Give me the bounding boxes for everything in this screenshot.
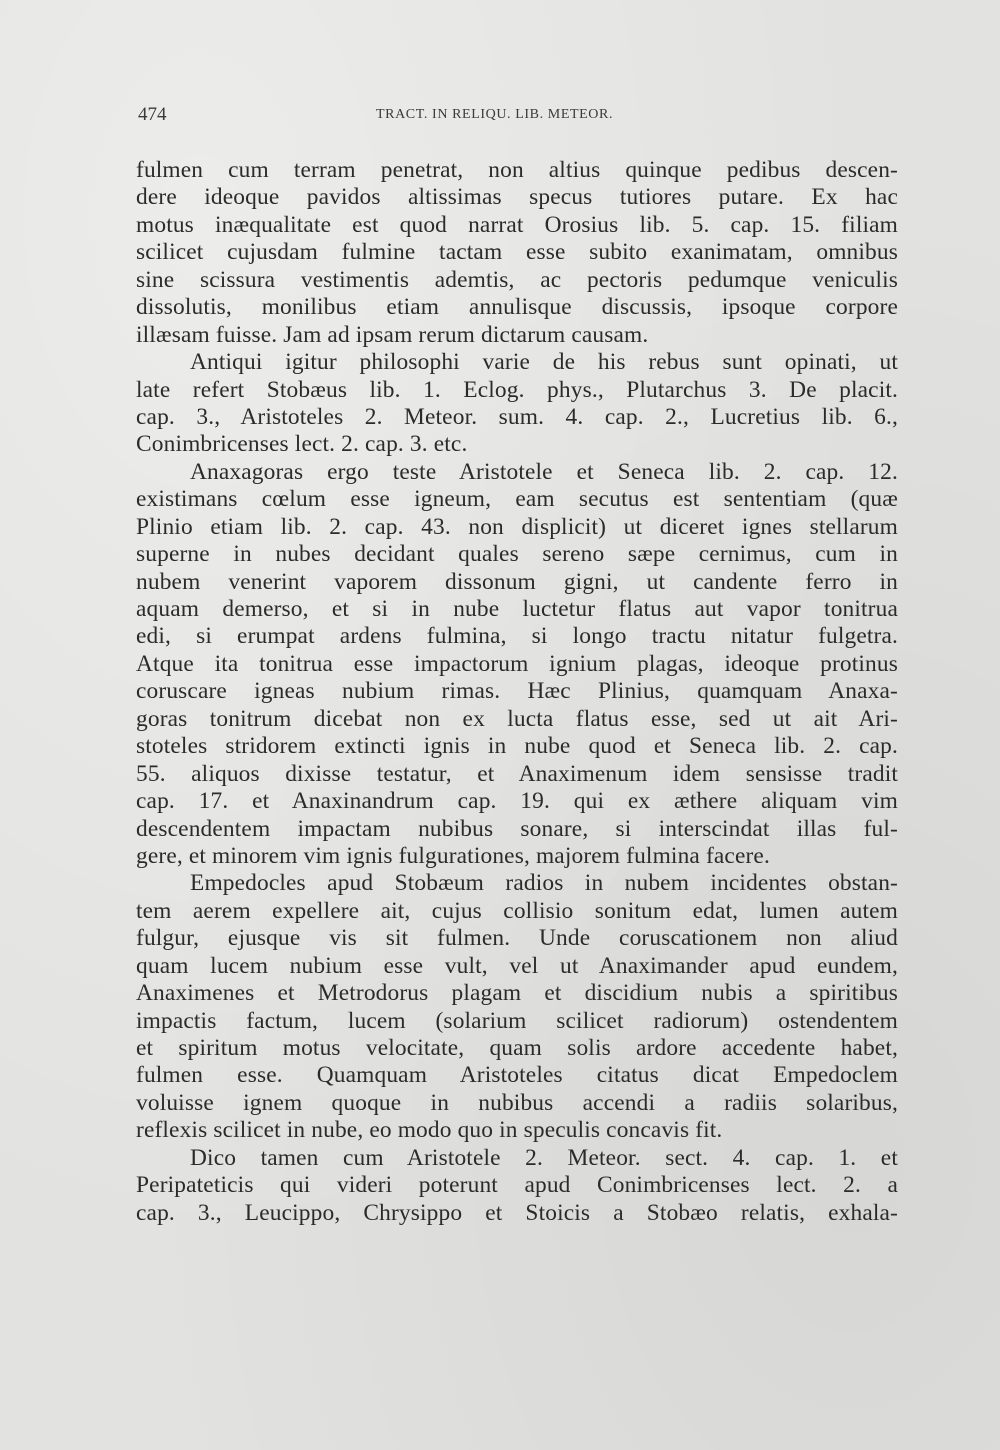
text-line: tem aerem expellere ait, cujus collisio sonitum edat, lumen autem [136, 897, 898, 924]
text-line: quam lucem nubium esse vult, vel ut Anaximander apud eundem, [136, 952, 898, 979]
text-line: Anaximenes et Metrodorus plagam et discidium nubis a spiritibus [136, 980, 898, 1007]
text-line: Atque ita tonitrua esse impactorum ignium plagas, ideoque protinus [136, 650, 898, 677]
text-line: motus inæqualitate est quod narrat Orosius lib. 5. cap. 15. filiam [136, 211, 898, 238]
text-line: Peripateticis qui videri poterunt apud Conimbricenses lect. 2. a [136, 1172, 898, 1199]
text-line: stoteles stridorem extincti ignis in nube quod et Seneca lib. 2. cap. [136, 733, 898, 760]
text-line: Plinio etiam lib. 2. cap. 43. non displicit) ut diceret ignes stellarum [136, 513, 898, 540]
text-line: 55. aliquos dixisse testatur, et Anaximenum idem sensisse tradit [136, 760, 898, 787]
text-line: cap. 3., Leucippo, Chrysippo et Stoicis a Stobæo relatis, exhala- [136, 1199, 898, 1226]
text-line: coruscare igneas nubium rimas. Hæc Plinius, quamquam Anaxa- [136, 678, 898, 705]
text-line: gere, et minorem vim ignis fulgurationes, majorem fulmina facere. [136, 842, 770, 869]
text-line: impactis factum, lucem (solarium scilicet radiorum) ostendentem [136, 1007, 898, 1034]
text-line: reflexis scilicet in nube, eo modo quo in speculis concavis fit. [136, 1117, 723, 1144]
text-line: aquam demerso, et si in nube luctetur flatus aut vapor tonitrua [136, 596, 898, 622]
text-line: late refert Stobæus lib. 1. Eclog. phys., Plutarchus 3. De placit. [136, 376, 898, 403]
text-line: Antiqui igitur philosophi varie de his rebus sunt opinati, ut [190, 349, 898, 376]
text-line: Conimbricenses lect. 2. cap. 3. etc. [136, 431, 468, 458]
text-line: existimans cœlum esse igneum, eam secutus est sententiam (quæ [136, 486, 898, 513]
text-line: nubem venerint vaporem dissonum gigni, ut candente ferro in [136, 568, 898, 595]
text-line: cap. 3., Aristoteles 2. Meteor. sum. 4. cap. 2., Lucretius lib. 6., [136, 403, 898, 430]
text-line: Anaxagoras ergo teste Aristotele et Seneca lib. 2. cap. 12. [190, 458, 898, 485]
page-header [138, 104, 898, 130]
text-line: voluisse ignem quoque in nubibus accendi a radiis solaribus, [136, 1089, 898, 1116]
text-line: descendentem impactam nubibus sonare, si interscindat illas ful- [136, 815, 898, 842]
text-line: illæsam fuisse. Jam ad ipsam rerum dictarum causam. [136, 321, 649, 348]
text-line: fulmen esse. Quamquam Aristoteles citatus dicat Empedoclem [136, 1062, 898, 1089]
text-line: superne in nubes decidant quales sereno sæpe cernimus, cum in [136, 541, 898, 568]
text-line: sine scissura vestimentis ademtis, ac pectoris pedumque veniculis [136, 266, 898, 293]
text-line: scilicet cujusdam fulmine tactam esse subito exanimatam, omnibus [136, 239, 898, 266]
page-number: 474 [138, 104, 167, 125]
text-line: edi, si erumpat ardens fulmina, si longo tractu nitatur fulgetra. [136, 623, 898, 650]
text-line: dere ideoque pavidos altissimas specus tutiores putare. Ex hac [136, 184, 898, 211]
text-line: goras tonitrum dicebat non ex lucta flatus esse, sed ut ait Ari- [136, 705, 898, 732]
text-line: cap. 17. et Anaxinandrum cap. 19. qui ex æthere aliquam vim [136, 788, 898, 815]
running-head: TRACT. IN RELIQU. LIB. METEOR. [376, 107, 614, 122]
text-line: Empedocles apud Stobæum radios in nubem incidentes obstan- [190, 870, 898, 897]
body-text [136, 157, 898, 1227]
text-line: fulgur, ejusque vis sit fulmen. Unde coruscationem non aliud [136, 925, 898, 952]
text-line: dissolutis, monilibus etiam annulisque discussis, ipsoque corpore [136, 294, 898, 321]
text-line: et spiritum motus velocitate, quam solis ardore accedente habet, [136, 1035, 898, 1061]
text-line: fulmen cum terram penetrat, non altius quinque pedibus descen- [136, 157, 898, 183]
text-line: Dico tamen cum Aristotele 2. Meteor. sect. 4. cap. 1. et [190, 1144, 898, 1171]
